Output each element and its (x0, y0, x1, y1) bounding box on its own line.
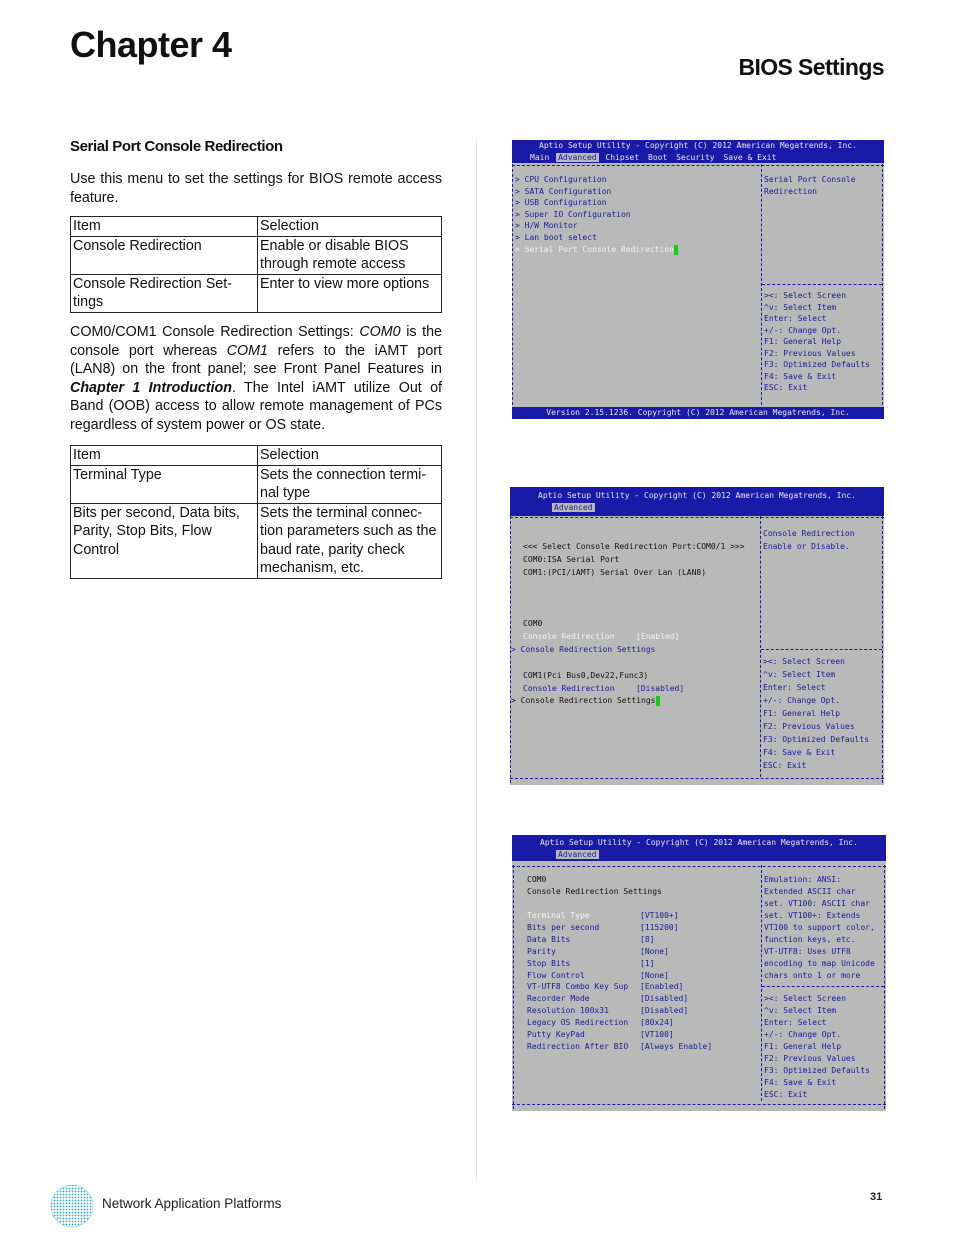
bios-help-text: set. VT100+: Extends (764, 911, 861, 920)
tab-security[interactable]: Security (676, 152, 715, 162)
bios-screenshot-com0-settings (512, 835, 886, 1111)
bios-key-hint: ESC: Exit (764, 1090, 808, 1099)
com0-term: COM0 (359, 324, 401, 340)
table-cell: Enter to view more options (258, 274, 442, 312)
bios-menu-item[interactable]: > Super IO Configuration (515, 210, 631, 219)
bios-key-hint: Enter: Select (763, 683, 826, 692)
bios-screenshot-main (512, 140, 884, 419)
chapter-reference: Chapter 1 Introduction (70, 379, 233, 396)
bios-setting-value[interactable]: [80x24] (640, 1018, 674, 1027)
bios-option-label[interactable]: Console Redirection (523, 684, 615, 693)
bios-help-text: set. VT100: ASCII char (764, 899, 870, 908)
bios-screenshot-redirection (510, 487, 884, 785)
bios-key-hint: F1: General Help (764, 337, 842, 346)
bios-setting-label[interactable]: Stop Bits (527, 959, 571, 968)
bios-key-hint: +/-: Change Opt. (763, 696, 841, 705)
table-cell: Sets the terminal connec-tion parameters such as the baud rate, parity check mechanism, etc. (258, 503, 442, 578)
bios-key-hint: ^v: Select Item (763, 670, 836, 679)
bios-menu-item-label: > Serial Port Console Redirection (515, 245, 674, 254)
tab-advanced[interactable]: Advanced (558, 152, 597, 162)
bios-help-text: Console Redirection (763, 529, 855, 538)
intro-paragraph: Use this menu to set the settings for BIOS remote access feature. (70, 171, 442, 206)
bios-help-text: Emulation: ANSI: (764, 875, 842, 884)
text-run: COM0/COM1 Console Redirection Settings: (70, 324, 360, 340)
bios-bottom-rule (512, 1104, 886, 1105)
bios-setting-value[interactable]: [115200] (640, 923, 679, 932)
table-cell: Bits per second, Data bits, Parity, Stop Bits, Flow Control (71, 503, 258, 578)
bios-setting-value[interactable]: [None] (640, 971, 669, 980)
table-row (71, 465, 442, 503)
table-header-row (71, 217, 442, 237)
bios-setting-value[interactable]: [VT100+] (640, 911, 679, 920)
bios-menu-item[interactable]: > CPU Configuration (515, 175, 607, 184)
bios-key-hint: ^v: Select Item (764, 1006, 837, 1015)
text-run: is the console port whereas (70, 324, 442, 359)
bios-setting-value[interactable]: [8] (640, 935, 655, 944)
bios-rule (512, 866, 886, 867)
table-row (71, 236, 442, 274)
bios-submenu-item[interactable]: > Console Redirection Settings (511, 645, 656, 654)
section-title: BIOS Settings (738, 54, 884, 80)
bios-help-text: VT-UTF8: Uses UTF8 (764, 947, 851, 956)
bios-text: <<< Select Console Redirection Port:COM0/1 >>> (523, 542, 745, 551)
bios-option-label-selected[interactable]: Console Redirection (523, 632, 615, 641)
bios-help-divider (762, 284, 882, 285)
bios-help-text: Extended ASCII char (764, 887, 856, 896)
bios-setting-label[interactable]: VT-UTF8 Combo Key Sup (527, 982, 629, 991)
cursor-block (656, 696, 660, 706)
bios-help-text: encoding to map Unicode (764, 959, 875, 968)
bios-title: Aptio Setup Utility - Copyright (C) 2012 American Megatrends, Inc. (538, 491, 856, 500)
bios-key-hint: Enter: Select (764, 1018, 827, 1027)
bios-footer: Version 2.15.1236. Copyright (C) 2012 American Megatrends, Inc. (512, 407, 884, 419)
bios-key-hint: F4: Save & Exit (764, 1078, 837, 1087)
bios-key-hint: +/-: Change Opt. (764, 326, 842, 335)
globe-logo-icon (50, 1184, 94, 1228)
bios-text: COM1:(PCI/iAMT) Serial Over Lan (LAN8) (523, 568, 707, 577)
bios-tab-bar (512, 152, 884, 164)
bios-menu-item[interactable]: > H/W Monitor (515, 221, 578, 230)
bios-setting-label[interactable]: Parity (527, 947, 556, 956)
bios-tab-bar (510, 502, 884, 514)
text-run: . The Intel iAMT utilize Out of Band (OOB) access to allow remote management of PCs regardless of system power or OS state. (70, 379, 442, 433)
table-header-cell: Item (71, 217, 258, 237)
bios-setting-label[interactable]: Data Bits (527, 935, 571, 944)
bios-key-hint: F4: Save & Exit (763, 748, 836, 757)
table-cell: Console Redirection Set-tings (71, 274, 258, 312)
bios-setting-label-selected[interactable]: Terminal Type (527, 911, 590, 920)
bios-help-text: chars onto 1 or more (764, 971, 861, 980)
bios-key-hint: Enter: Select (764, 314, 827, 323)
bios-header (510, 487, 884, 516)
bios-help-divider (761, 649, 882, 650)
com-port-paragraph (70, 323, 442, 434)
bios-setting-value[interactable]: [None] (640, 947, 669, 956)
bios-border (512, 164, 514, 405)
bios-key-hint: ^v: Select Item (764, 303, 837, 312)
bios-text: Console Redirection Settings (527, 887, 662, 896)
bios-setting-value[interactable]: [Enabled] (640, 982, 684, 991)
bios-option-value[interactable]: [Disabled] (636, 684, 685, 693)
bios-key-hint: +/-: Change Opt. (764, 1030, 842, 1039)
footer-brand: Network Application Platforms (102, 1196, 282, 1211)
bios-border (513, 865, 515, 1109)
bios-column-separator (761, 865, 763, 1101)
bios-header (512, 140, 884, 163)
bios-setting-value[interactable]: [Disabled] (640, 994, 689, 1003)
bios-menu-item-selected[interactable] (515, 244, 678, 256)
bios-rule (512, 165, 884, 166)
bios-text: COM0 (527, 875, 547, 884)
bios-key-hint: ESC: Exit (764, 383, 808, 392)
text-run: refers to the iAMT port (LAN8) on the front panel; see Front Panel Features in (70, 342, 442, 377)
bios-setting-label[interactable]: Putty KeyPad (527, 1030, 585, 1039)
bios-column-separator (760, 516, 762, 777)
tab-main[interactable]: Main (530, 152, 550, 162)
bios-setting-label[interactable]: Flow Control (527, 971, 585, 980)
bios-title: Aptio Setup Utility - Copyright (C) 2012 American Megatrends, Inc. (539, 141, 857, 150)
table-row (71, 274, 442, 312)
chapter-title: Chapter 4 (70, 24, 232, 65)
bios-setting-value[interactable]: [Disabled] (640, 1006, 689, 1015)
table-row (71, 503, 442, 578)
tab-boot[interactable]: Boot (648, 152, 668, 162)
bios-help-text: Serial Port Console (764, 175, 856, 184)
bios-help-text: Redirection (764, 187, 817, 196)
column-divider (476, 140, 477, 1180)
bios-header (512, 835, 886, 861)
bios-setting-label[interactable]: Resolution 100x31 (527, 1006, 609, 1015)
settings-table-1 (70, 216, 442, 313)
bios-submenu-label: > Console Redirection Settings (511, 696, 656, 705)
table-header-cell: Selection (258, 446, 442, 466)
bios-setting-label[interactable]: Legacy OS Redirection (527, 1018, 629, 1027)
bios-menu-item[interactable]: > Lan boot select (515, 233, 597, 242)
bios-key-hint: F3: Optimized Defaults (764, 1066, 870, 1075)
table-header-cell: Item (71, 446, 258, 466)
bios-menu-item[interactable]: > USB Configuration (515, 198, 607, 207)
bios-key-hint: F1: General Help (764, 1042, 842, 1051)
bios-setting-value[interactable]: [1] (640, 959, 655, 968)
bios-setting-value[interactable]: [VT100] (640, 1030, 674, 1039)
bios-key-hint: F2: Previous Values (763, 722, 855, 731)
bios-key-hint: F4: Save & Exit (764, 372, 837, 381)
bios-text: COM0 (523, 619, 543, 628)
tab-save-exit[interactable]: Save & Exit (723, 152, 777, 162)
bios-key-hint: F3: Optimized Defaults (764, 360, 870, 369)
bios-help-divider (762, 986, 884, 987)
bios-key-hint: ><: Select Screen (764, 994, 846, 1003)
bios-key-hint: ESC: Exit (763, 761, 807, 770)
bios-key-hint: ><: Select Screen (763, 657, 845, 666)
bios-text: COM1(Pci Bus0,Dev22,Func3) (523, 671, 649, 680)
bios-key-hint: F3: Optimized Defaults (763, 735, 869, 744)
table-cell: Sets the connection termi-nal type (258, 465, 442, 503)
bios-help-text: Enable or Disable. (763, 542, 850, 551)
subheading: Serial Port Console Redirection (70, 138, 283, 155)
table-header-cell: Selection (258, 217, 442, 237)
settings-table-2 (70, 445, 442, 579)
bios-setting-label[interactable]: Bits per second (527, 923, 600, 932)
bios-setting-value[interactable]: [Always Enable] (640, 1042, 713, 1051)
bios-key-hint: F2: Previous Values (764, 1054, 856, 1063)
bios-border (884, 865, 886, 1109)
tab-advanced[interactable]: Advanced (554, 502, 593, 512)
cursor-block (674, 245, 678, 255)
bios-help-text: function keys, etc. (764, 935, 856, 944)
table-cell: Terminal Type (71, 465, 258, 503)
bios-key-hint: F1: General Help (763, 709, 841, 718)
table-cell: Console Redirection (71, 236, 258, 274)
bios-setting-label[interactable]: Recorder Mode (527, 994, 590, 1003)
bios-menu-item[interactable]: > SATA Configuration (515, 187, 612, 196)
bios-key-hint: ><: Select Screen (764, 291, 846, 300)
com1-term: COM1 (226, 342, 269, 359)
bios-help-text: VT100 to support color, (764, 923, 875, 932)
page-number: 31 (870, 1191, 883, 1203)
bios-rule (510, 517, 884, 518)
bios-tab-bar (512, 849, 886, 861)
table-cell: Enable or disable BIOS through remote access (258, 236, 442, 274)
bios-bottom-rule (510, 778, 884, 779)
bios-option-value[interactable]: [Enabled] (636, 632, 680, 641)
tab-advanced[interactable]: Advanced (558, 849, 597, 859)
bios-title: Aptio Setup Utility - Copyright (C) 2012 American Megatrends, Inc. (540, 838, 858, 847)
bios-text: COM0:ISA Serial Port (523, 555, 620, 564)
bios-submenu-item[interactable] (511, 695, 660, 707)
bios-border (882, 516, 884, 783)
table-header-row (71, 446, 442, 466)
tab-chipset[interactable]: Chipset (605, 152, 640, 162)
bios-setting-label[interactable]: Redirection After BIO (527, 1042, 629, 1051)
bios-key-hint: F2: Previous Values (764, 349, 856, 358)
bios-border (882, 164, 884, 405)
